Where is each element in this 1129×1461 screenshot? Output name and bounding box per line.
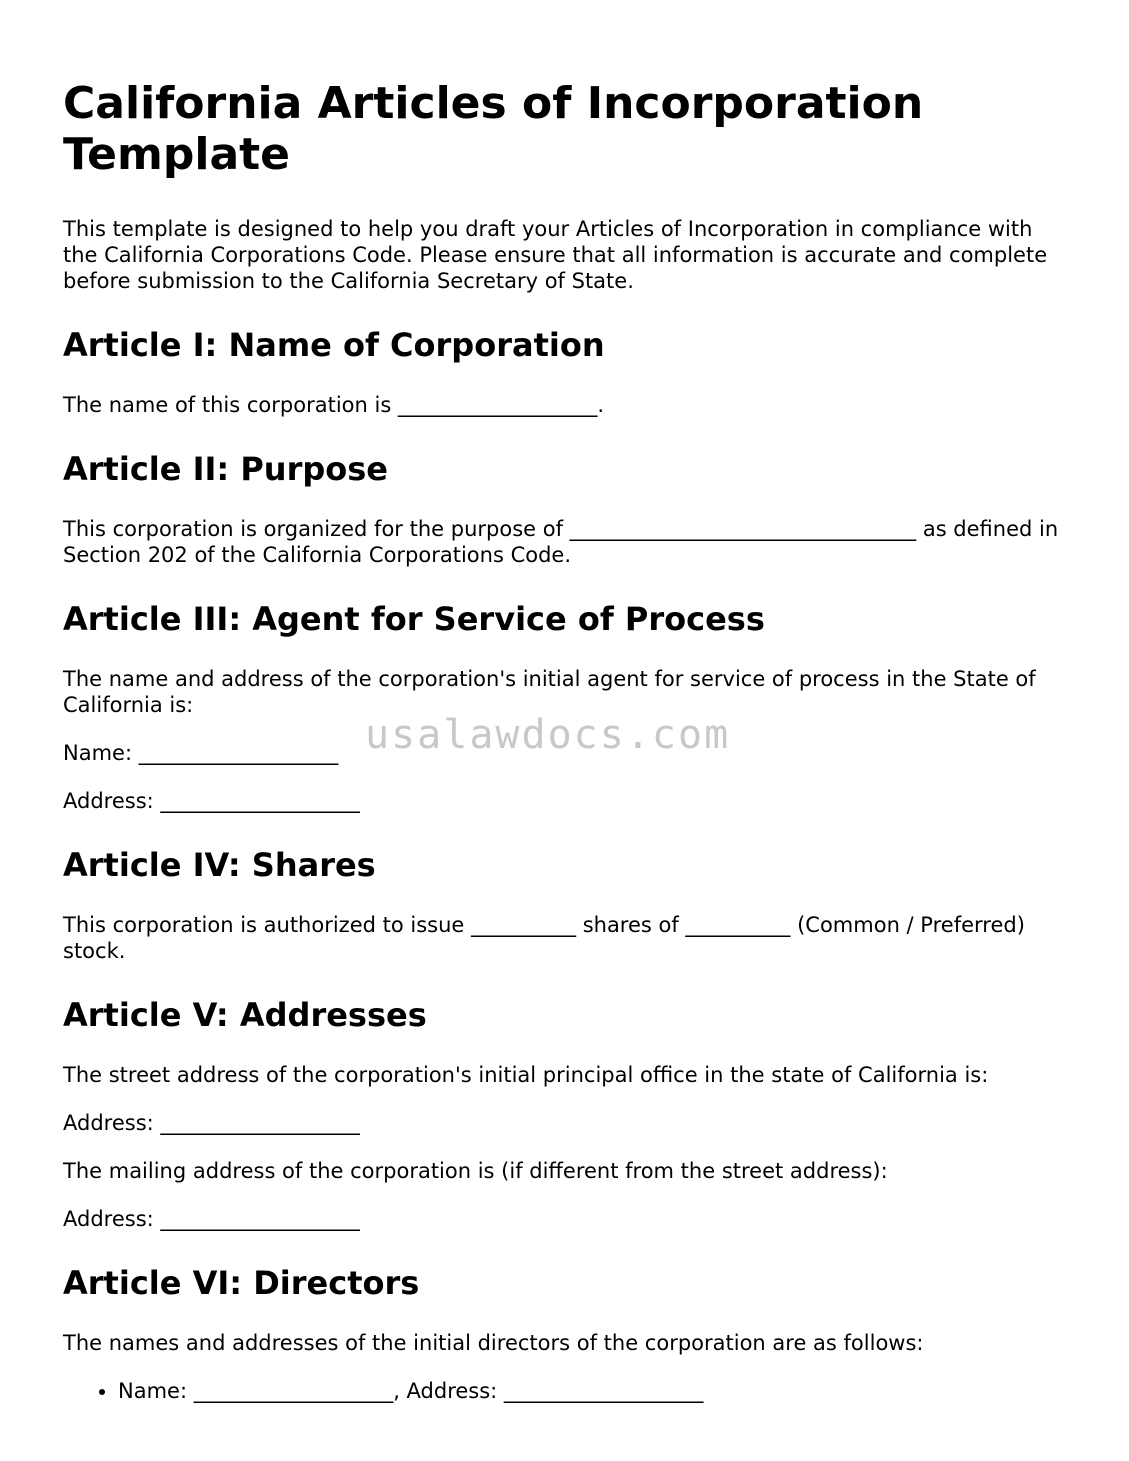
agent-address-line: Address: ___________________ <box>63 789 360 813</box>
intro-paragraph: This template is designed to help you draft your Articles of Incorporation in compliance with the California Corporations Code. Please ensure that all information is accurate and complete before submission to the California Secretary of State. <box>63 217 1048 293</box>
article-2-text: This corporation is organized for the purpose of _________________________________ as defined in Section 202 of the California Corporations Code. <box>63 517 1059 567</box>
article-1-text: The name of this corporation is ___________________. <box>63 393 605 417</box>
article-5-heading: Article V: Addresses <box>63 996 427 1034</box>
article-4-heading: Article IV: Shares <box>63 846 376 884</box>
document-title: California Articles of Incorporation Template <box>63 78 924 180</box>
watermark-text: usalawdocs.com <box>365 712 731 758</box>
agent-name-line: Name: ___________________ <box>63 741 339 765</box>
article-2-heading: Article II: Purpose <box>63 450 388 488</box>
article-6-text: The names and addresses of the initial directors of the corporation are as follows: <box>63 1331 924 1355</box>
article-4-text: This corporation is authorized to issue __________ shares of __________ (Common / Preferred) stock. <box>63 913 1025 963</box>
mailing-address-line: Address: ___________________ <box>63 1207 360 1231</box>
directors-list <box>63 1378 1073 1404</box>
article-3-heading: Article III: Agent for Service of Process <box>63 600 765 638</box>
article-6-heading: Article VI: Directors <box>63 1264 420 1302</box>
mailing-address-text: The mailing address of the corporation is (if different from the street address): <box>63 1159 888 1183</box>
street-address-text: The street address of the corporation's initial principal office in the state of California is: <box>63 1063 989 1087</box>
article-3-text: The name and address of the corporation's initial agent for service of process in the State of California is: <box>63 667 1036 717</box>
article-1-heading: Article I: Name of Corporation <box>63 326 605 364</box>
list-item: • Name: ___________________, Address: ___________________ <box>118 1378 1073 1404</box>
street-address-line: Address: ___________________ <box>63 1111 360 1135</box>
